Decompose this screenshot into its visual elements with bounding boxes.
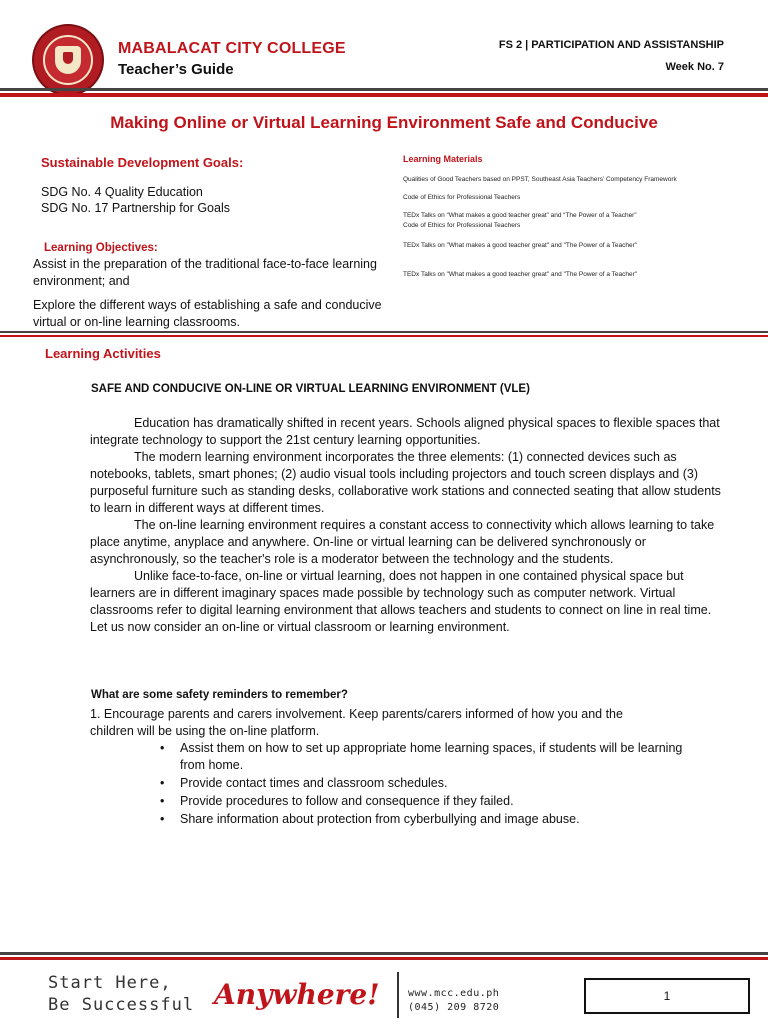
safety-bullet-list [160,740,700,829]
section-rule-gray [0,331,768,333]
body-paragraph: The on-line learning environment requires a constant access to connectivity which allows learning to take place anytime, anyplace and anywhere. On-line or virtual learning can be delivered synchronously or asynchronously, so the teacher's role is a moderator between the technology and the students. [90,518,715,566]
slogan-line-2: Be Successful [48,995,195,1015]
header-rule-gray [0,88,768,91]
body-paragraph: Let us now consider an on-line or virtual classroom or learning environment. [90,620,510,634]
material-item: TEDx Talks on "What makes a good teacher great" and "The Power of a Teacher" [403,271,638,278]
material-item: Code of Ethics for Professional Teachers [403,194,521,201]
material-item: TEDx Talks on "What makes a good teacher great" and "The Power of a Teacher" [403,242,638,249]
list-item-text: Share information about protection from cyberbullying and image abuse. [180,812,580,826]
list-item [160,811,700,828]
bullet-icon: • [160,741,165,755]
list-item [160,740,700,774]
bullet-icon: • [160,794,165,808]
body-paragraph: Education has dramatically shifted in recent years. Schools aligned physical spaces to flexible spaces that integrate technology to support the 21st century learning opportunities. [90,416,720,447]
footer-rule-gray [0,952,768,955]
logo-shield-icon [55,46,81,74]
college-name: MABALACAT CITY COLLEGE [118,40,346,57]
list-item [160,775,700,792]
activities-body [90,415,726,636]
sdg-heading: Sustainable Development Goals: [41,155,244,170]
website-link[interactable]: www.mcc.edu.ph [408,988,500,999]
list-item-text: Assist them on how to set up appropriate home learning spaces, if students will be learning from home. [180,741,683,772]
material-item: Code of Ethics for Professional Teachers [403,222,521,229]
list-item [160,793,700,810]
list-item-text: Provide procedures to follow and consequence if they failed. [180,794,514,808]
list-item-text: Provide contact times and classroom schedules. [180,776,448,790]
material-item: Qualities of Good Teachers based on PPST, Southeast Asia Teachers’ Competency Framework [403,176,677,183]
section-title: SAFE AND CONDUCIVE ON-LINE OR VIRTUAL LEARNING ENVIRONMENT (VLE) [91,383,530,395]
section-rule-red [0,335,768,337]
body-paragraph: The modern learning environment incorporates the three elements: (1) connected devices such as notebooks, tablets, smart phones; (2) audio visual tools including projectors and touch screen displays and (3) purposeful furniture such as standing desks, collaborative work stations and connected seating that allow students to learn in different ways at different times. [90,450,721,515]
activities-heading: Learning Activities [45,346,161,361]
objectives-heading: Learning Objectives: [44,242,158,254]
footer-rule-red [0,957,768,960]
safety-point-1: 1. Encourage parents and carers involvement. Keep parents/carers informed of how you and the children will be using the on-line platform. [90,707,623,738]
slogan-line-1: Start Here, [48,973,172,993]
sdg-item: SDG No. 4 Quality Education [41,185,203,199]
week-label: Week No. 7 [665,61,724,73]
sdg-item: SDG No. 17 Partnership for Goals [41,201,230,215]
college-logo [34,26,102,94]
bullet-icon: • [160,776,165,790]
footer-divider [397,972,399,1018]
header-rule-red [0,93,768,97]
body-paragraph: Unlike face-to-face, on-line or virtual learning, does not happen in one contained physical space but learners are in different imaginary spaces made possible by technology such as computer network. Virtual classrooms refer to digital learning environment that allows teachers and students to connect on line in real time. [90,569,712,617]
phone-number: (045) 209 8720 [408,1002,500,1013]
objective-item: Explore the different ways of establishing a safe and conducive virtual or on-line learning classrooms. [33,298,382,329]
page-number: 1 [584,978,750,1014]
page-title: Making Online or Virtual Learning Environment Safe and Conducive [110,113,658,132]
slogan-emphasis: Anywhere! [214,978,380,1011]
bullet-icon: • [160,812,165,826]
objective-item: Assist in the preparation of the traditional face-to-face learning environment; and [33,257,377,288]
material-item: TEDx Talks on “What makes a good teacher great” and “The Power of a Teacher” [403,212,637,219]
course-label: FS 2 | PARTICIPATION AND ASSISTANSHIP [498,39,724,51]
safety-question: What are some safety reminders to remember? [91,689,348,701]
materials-heading: Learning Materials [403,154,483,164]
document-type: Teacher’s Guide [118,61,234,78]
